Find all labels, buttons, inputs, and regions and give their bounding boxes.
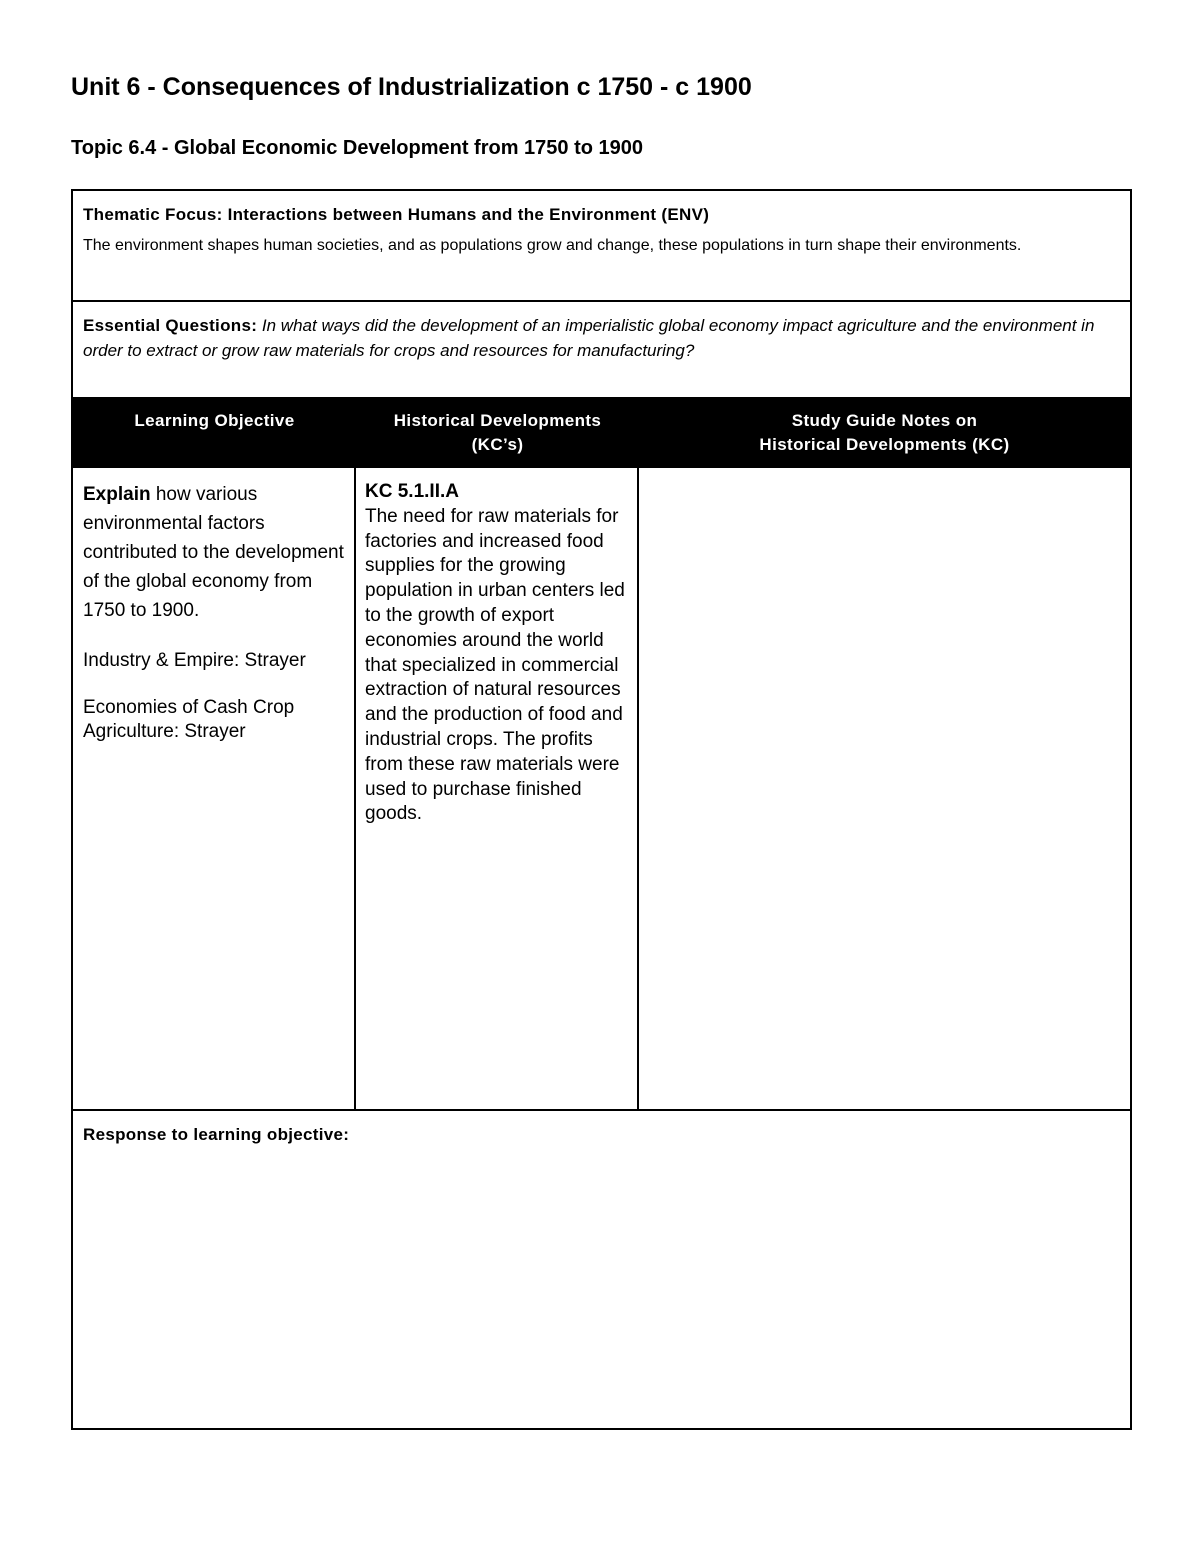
thematic-focus-section [73,191,1130,302]
header-study-guide-notes [639,397,1130,468]
kc-text: The need for raw materials for factories and increased food supplies for the growing population in urban centers led to the growth of export economies around the world that specialized in commercial extraction of natural resources and the production of food and industrial crops. The profits from these raw materials were used to purchase finished goods. [365,505,625,825]
response-section[interactable] [73,1111,1130,1428]
table-header-row [73,397,1130,468]
header-study-guide-line1: Study Guide Notes on [791,411,978,430]
topic-title: Topic 6.4 - Global Economic Development from 1750 to 1900 [71,137,644,159]
header-learning-objective [73,397,356,468]
header-historical-developments-line1: Historical Developments [393,411,602,430]
essential-questions-section [73,302,1130,397]
thematic-focus-label: Thematic Focus: Interactions between Humans and the Environment (ENV) [83,205,710,224]
thematic-focus-text: The environment shapes human societies, and as populations grow and change, these populations in turn shape their environments. [83,237,1022,254]
header-historical-developments [356,397,639,468]
study-guide-table [71,189,1132,1430]
header-learning-objective-label: Learning Objective [134,411,295,430]
essential-questions-label: Essential Questions: [83,316,258,335]
learning-objective-cell [73,468,356,1109]
essential-questions-text: In what ways did the development of an imperialistic global economy impact agriculture and the environment in order to extract or grow raw materials for crops and resources for manufacturing? [83,316,1095,360]
historical-development-cell [356,468,639,1109]
reading-cash-crop-agriculture: Economies of Cash Crop Agriculture: Strayer [83,697,295,742]
learning-objective-text: how various environmental factors contributed to the development of the global economy from 1750 to 1900. [83,484,344,621]
reading-industry-empire: Industry & Empire: Strayer [83,650,306,671]
learning-objective-verb: Explain [83,484,151,505]
learning-objective-statement [83,480,344,625]
response-label: Response to learning objective: [83,1125,350,1144]
kc-label: KC 5.1.II.A [365,481,459,502]
unit-title: Unit 6 - Consequences of Industrialization c 1750 - c 1900 [71,73,752,101]
header-historical-developments-line2: (KC’s) [471,435,524,454]
table-body-row [73,468,1130,1111]
study-guide-notes-cell[interactable] [639,468,1130,1109]
header-study-guide-line2: Historical Developments (KC) [759,435,1010,454]
